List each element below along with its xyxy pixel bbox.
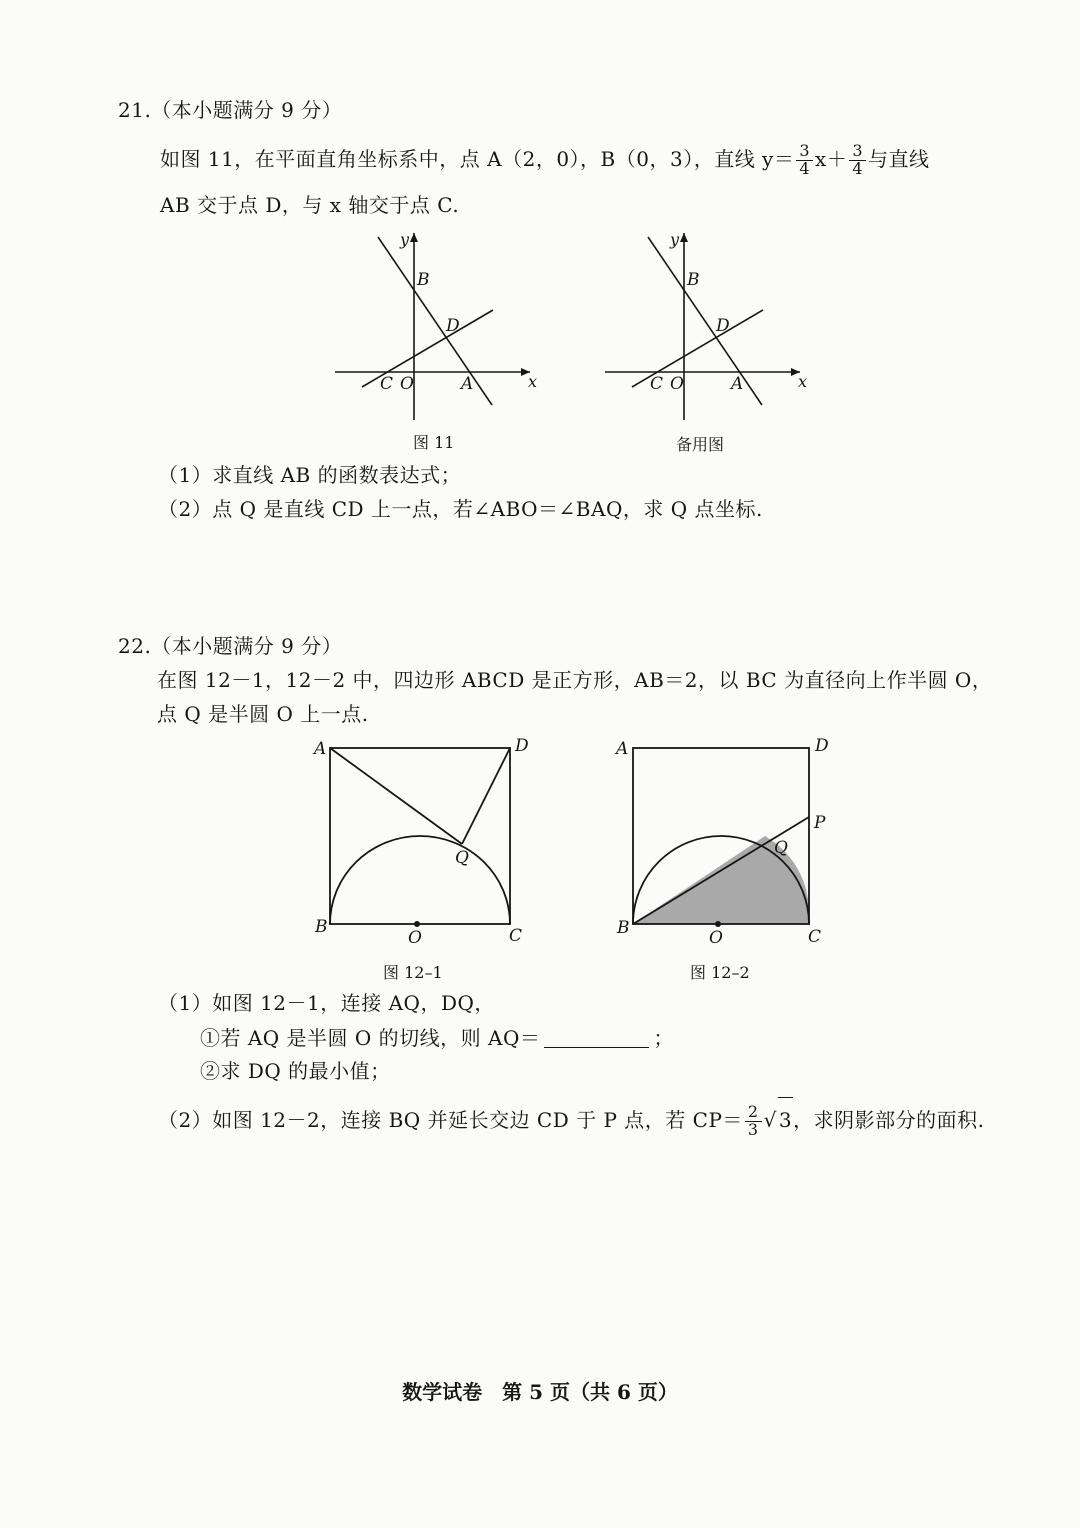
- sqrt-sign: √: [763, 1108, 777, 1132]
- q22-part1: （1）如图 12－1，连接 AQ，DQ，: [158, 991, 495, 1015]
- q22-figure-12-2-caption: 图 12–2: [690, 963, 750, 982]
- label-c: C: [650, 374, 664, 394]
- label-q: Q: [455, 848, 469, 868]
- q21-fraction-1-den: 4: [799, 158, 811, 178]
- q21-part1: （1）求直线 AB 的函数表达式；: [158, 463, 462, 487]
- segment-aq: [330, 748, 462, 844]
- q21-stem-line2: AB 交于点 D，与 x 轴交于点 C.: [160, 193, 460, 217]
- label-y: y: [400, 230, 410, 249]
- label-x: x: [528, 372, 538, 391]
- label-b: B: [687, 270, 700, 290]
- y-axis-arrow: [410, 233, 418, 242]
- answer-blank[interactable]: [544, 1047, 649, 1048]
- q21-figure-11-caption: 图 11: [413, 433, 455, 452]
- q22-part1a-text: ①若 AQ 是半圆 O 的切线，则 AQ＝: [200, 1026, 541, 1050]
- label-o: O: [709, 928, 723, 948]
- label-y: y: [670, 230, 680, 249]
- q21-fraction-2: [849, 143, 866, 178]
- q22-part2-text-a: （2）如图 12－2，连接 BQ 并延长交边 CD 于 P 点，若 CP＝: [158, 1108, 743, 1132]
- label-b: B: [617, 918, 630, 938]
- page-footer: 数学试卷 第 5 页（共 6 页）: [402, 1380, 678, 1404]
- q22-stem-line2: 点 Q 是半圆 O 上一点.: [157, 702, 369, 726]
- q21-fraction-2-den: 4: [852, 158, 864, 178]
- q22-part1a-end: ；: [653, 1026, 674, 1050]
- label-c: C: [380, 374, 394, 394]
- q21-figure-11: [330, 225, 540, 420]
- q21-fraction-1-num: 3: [796, 143, 813, 161]
- q22-figure-12-1-caption: 图 12–1: [383, 963, 443, 982]
- q21-header: 21.（本小题满分 9 分）: [118, 98, 343, 122]
- q21-stem-text-b: x＋: [815, 146, 848, 171]
- q21-fraction-1: [796, 143, 813, 178]
- q22-figure-12-1: [305, 730, 545, 950]
- q22-part2-fraction-den: 3: [747, 1120, 759, 1139]
- q21-stem-text-c: 与直线: [868, 146, 930, 171]
- q22-figure-12-2: [608, 730, 848, 950]
- q22-part2: [158, 1097, 984, 1142]
- center-o-dot: [414, 921, 420, 927]
- label-a: A: [314, 739, 327, 759]
- q21-stem-line1: [160, 143, 930, 178]
- q21-stem-text-a: 如图 11，在平面直角坐标系中，点 A（2，0），B（0，3），直线 y＝: [160, 146, 795, 171]
- label-p: P: [814, 813, 826, 833]
- q21-figure-backup-caption: 备用图: [676, 435, 725, 454]
- label-q: Q: [774, 838, 788, 858]
- label-a: A: [461, 374, 474, 394]
- label-c: C: [509, 926, 523, 946]
- q21-part2: （2）点 Q 是直线 CD 上一点，若∠ABO＝∠BAQ，求 Q 点坐标.: [158, 497, 763, 521]
- label-a: A: [616, 739, 629, 759]
- q22-part2-fraction: [745, 1104, 762, 1139]
- label-c: C: [808, 927, 822, 947]
- q22-part1a: [200, 1028, 674, 1048]
- label-a: A: [731, 374, 744, 394]
- label-d: D: [446, 316, 460, 336]
- q22-part1b: ②求 DQ 的最小值；: [200, 1059, 391, 1083]
- label-b: B: [315, 917, 328, 937]
- label-o: O: [670, 374, 684, 394]
- q22-part2-sqrt-radicand: 3: [778, 1097, 793, 1142]
- center-o-dot: [715, 921, 721, 927]
- q22-part2-text-b: ，求阴影部分的面积.: [793, 1108, 985, 1132]
- label-d: D: [815, 736, 829, 756]
- q22-header: 22.（本小题满分 9 分）: [118, 634, 343, 658]
- label-o: O: [408, 928, 422, 948]
- label-o: O: [400, 374, 414, 394]
- segment-dq: [462, 748, 510, 844]
- q21-fraction-2-num: 3: [849, 143, 866, 161]
- label-b: B: [417, 270, 430, 290]
- semicircle-o: [330, 836, 510, 924]
- label-d: D: [716, 316, 730, 336]
- y-axis-arrow: [680, 233, 688, 242]
- label-d: D: [515, 736, 529, 756]
- q21-figure-backup: [600, 225, 810, 420]
- q22-stem-line1: 在图 12－1，12－2 中，四边形 ABCD 是正方形，AB＝2，以 BC 为直径向上作半圆 O，: [157, 668, 993, 692]
- label-x: x: [798, 372, 808, 391]
- q22-part2-fraction-num: 2: [745, 1104, 762, 1122]
